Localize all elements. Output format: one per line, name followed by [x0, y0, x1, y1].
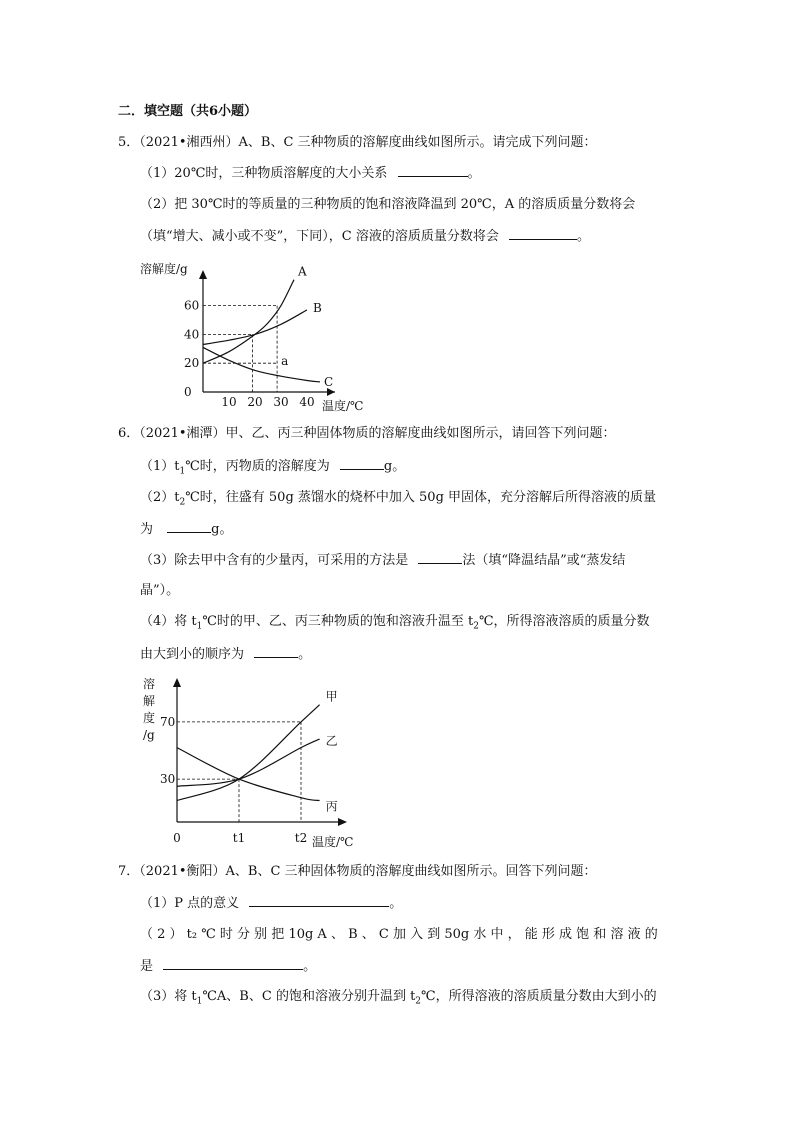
- x-axis-label-2: 温度/℃: [312, 835, 354, 849]
- x-tick-label-t2: t2: [294, 831, 308, 845]
- q7-part1: [140, 894, 402, 913]
- q6-stem: 6．（2021•湘潭）甲、乙、丙三种固体物质的溶解度曲线如图所示，请回答下列问题：: [118, 426, 616, 441]
- q7-part2-line2: [140, 957, 316, 976]
- x-tick-label: 40: [299, 395, 315, 409]
- q6-part3-text2: 法（填“降温结晶”或“蒸发结: [462, 553, 626, 568]
- q6-part2-b: 为: [140, 522, 154, 537]
- section-title: 二．填空题（共6小题）: [118, 104, 258, 119]
- q7-part2-b: 是: [140, 959, 154, 974]
- q7-part2-line1: （ 2 ） t₂ ℃ 时 分 别 把 10g A 、 B 、 C 加 入 到 50g 水 中 ， 能 形 成 饱 和 溶 液 的: [140, 927, 658, 942]
- q5-part2-line1: （2）把 30℃时的等质量的三种物质的饱和溶液降温到 20℃，A 的溶质质量分数将会: [140, 197, 636, 212]
- q5-part1-end: 。: [467, 166, 481, 181]
- y-tick-label-70: 70: [160, 714, 176, 729]
- q7-part1-end: 。: [389, 896, 403, 911]
- x-tick-label: 30: [273, 395, 289, 409]
- y-tick-label-30: 30: [160, 772, 176, 787]
- q7-part3-mid: ℃A、B、C 的饱和溶液分别升温到 t: [202, 989, 416, 1004]
- q7-answer-blank-2[interactable]: [163, 957, 303, 970]
- x-axis-arrow-2: [338, 818, 347, 826]
- q6-part2-pre: （2）t: [140, 490, 180, 505]
- x-tick-label-0: 0: [173, 831, 181, 845]
- curve-label-A: A: [298, 264, 307, 279]
- y-axis-label: 溶解度/g: [140, 262, 188, 276]
- q6-part3-line2: 晶”）。: [140, 583, 180, 598]
- y-axis-label-char: 溶: [143, 677, 156, 691]
- y-axis-arrow-2: [173, 678, 181, 687]
- q6-part4-b: 由大到小的顺序为: [140, 647, 245, 662]
- q7-stem: 7．（2021•衡阳）A、B、C 三种固体物质的溶解度曲线如图所示。回答下列问题：: [118, 864, 597, 879]
- q6-part4-pre: （4）将 t: [140, 614, 197, 629]
- q6-part2-sub: 2: [179, 497, 186, 508]
- q6-part1-pre: （1）t: [140, 459, 180, 474]
- y-tick-label: 40: [184, 327, 200, 342]
- q5-part1-text: （1）20℃时，三种物质溶解度的大小关系: [140, 166, 388, 181]
- curve2-label: 甲: [325, 689, 338, 704]
- y-tick-label: 0: [184, 385, 192, 399]
- q6-part2-post: ℃时，往盛有 50g 蒸馏水的烧杯中加入 50g 甲固体，充分溶解后所得溶液的质量: [185, 490, 657, 505]
- q7-part3-sub2: 2: [415, 996, 422, 1007]
- curve2-label: 乙: [325, 734, 338, 749]
- q6-part4-sub2: 2: [473, 621, 480, 632]
- q6-part1-sub: 1: [179, 466, 186, 477]
- curve2-甲: [177, 705, 320, 801]
- curve2-丙: [177, 748, 320, 801]
- y-axis-label-char: /g: [143, 728, 155, 742]
- q7-answer-blank-1[interactable]: [249, 894, 389, 907]
- q5-part2-end: 。: [577, 229, 591, 244]
- q7-part3-sub1: 1: [196, 996, 203, 1007]
- q7-part3: [140, 988, 657, 1011]
- curve2-label: 丙: [325, 799, 338, 814]
- q6-part4-sub1: 1: [196, 621, 203, 632]
- x-tick-label-t1: t1: [232, 831, 246, 845]
- q6-part1-post: ℃时，丙物质的溶解度为: [185, 459, 330, 474]
- curve-label-B: B: [313, 300, 322, 315]
- q6-part4-post: ℃，所得溶液溶质的质量分数: [479, 614, 650, 629]
- x-axis-label: 温度/℃: [322, 399, 364, 413]
- y-tick-label: 60: [184, 298, 200, 313]
- curve-label-C: C: [324, 374, 334, 389]
- y-tick-label: 20: [184, 356, 200, 371]
- q7-part3-pre: （3）将 t: [140, 989, 197, 1004]
- annotation-a: a: [281, 354, 289, 369]
- q6-part4-mid: ℃时的甲、乙、丙三种物质的饱和溶液升温至 t: [202, 614, 474, 629]
- q6-part1-unit: g。: [383, 459, 406, 474]
- y-axis-label-char: 度: [143, 711, 156, 725]
- q6-part4-end: 。: [298, 647, 312, 662]
- q7-part2-end: 。: [303, 959, 317, 974]
- y-axis-label-char: 解: [143, 694, 156, 708]
- q5-part2-text: （填“增大、减小或不变”，下同），C 溶液的溶质质量分数将会: [140, 229, 499, 244]
- q6-part2-unit: g。: [211, 522, 233, 537]
- q7-part3-post: ℃，所得溶液的溶质质量分数由大到小的: [421, 989, 657, 1004]
- x-tick-label: 10: [221, 395, 237, 409]
- q7-part1-text: （1）P 点的意义: [140, 896, 240, 911]
- q6-part3-text: （3）除去甲中含有的少量丙，可采用的方法是: [140, 553, 409, 568]
- x-tick-label: 20: [247, 395, 263, 409]
- q5-stem: 5．（2021•湘西州）A、B、C 三种物质的溶解度曲线如图所示。请完成下列问题：: [118, 135, 597, 150]
